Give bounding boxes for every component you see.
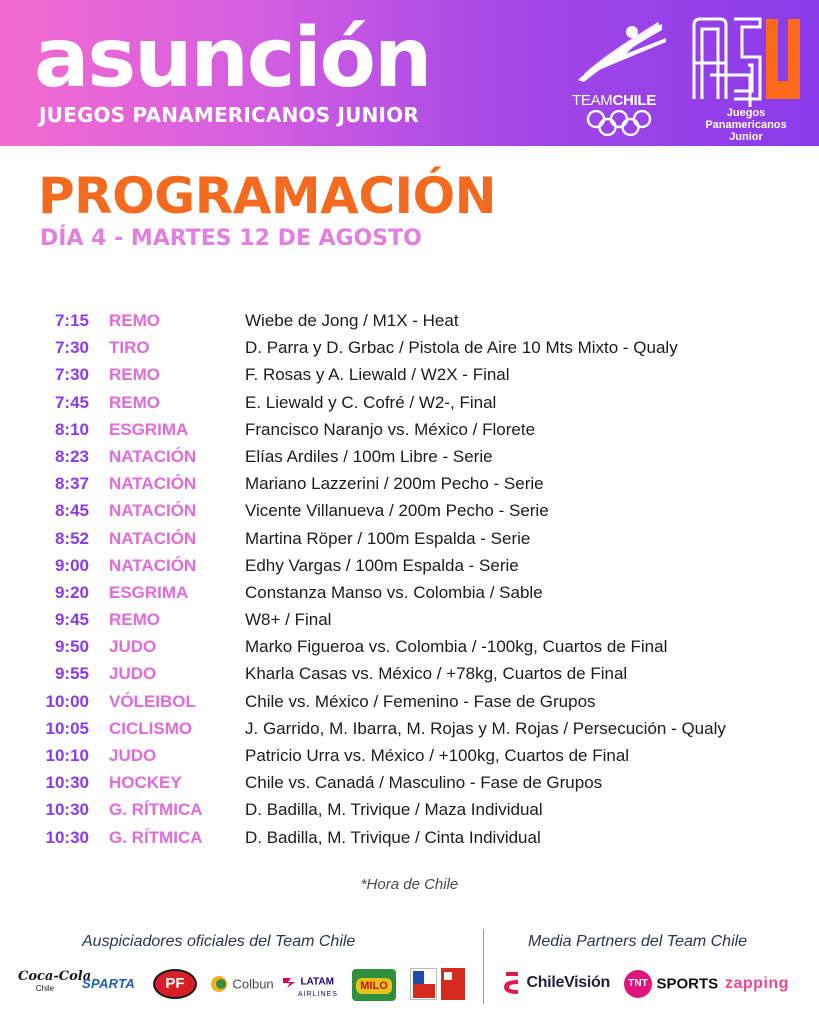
- schedule-time: 10:30: [45, 827, 89, 847]
- schedule-time: 9:50: [54, 637, 89, 657]
- schedule-sport: REMO: [109, 311, 160, 330]
- schedule-time: 7:30: [54, 338, 89, 358]
- team-chile-logo: [570, 18, 668, 130]
- media-partners-label: Media Partners del Team Chile: [528, 933, 748, 950]
- chilevision-mark-icon: [502, 970, 522, 996]
- schedule-row: [0, 579, 819, 606]
- sponsors-label: Auspiciadores oficiales del Team Chile: [82, 933, 356, 950]
- schedule-event: Martina Röper / 100m Espalda - Serie: [245, 528, 531, 548]
- schedule-sport: JUDO: [109, 664, 157, 684]
- page-title: PROGRAMACIÓN: [38, 167, 496, 225]
- timezone-note: *Hora de Chile: [360, 876, 459, 893]
- schedule-row: [0, 769, 819, 796]
- schedule-sport: REMO: [109, 610, 160, 630]
- schedule-list: [0, 307, 819, 851]
- schedule-event: Constanza Manso vs. Colombia / Sable: [245, 582, 543, 602]
- colbun-logo: Colbun: [210, 975, 274, 993]
- schedule-time: 7:15: [54, 311, 89, 330]
- schedule-time: 8:23: [54, 446, 89, 466]
- schedule-sport: G. RÍTMICA: [109, 800, 203, 820]
- schedule-event: Kharla Casas vs. México / +78kg, Cuartos de Final: [245, 664, 628, 684]
- schedule-time: 10:30: [45, 773, 89, 793]
- mindep-logo: [441, 968, 465, 1000]
- schedule-row: [0, 824, 819, 851]
- schedule-row: [0, 416, 819, 443]
- schedule-event: Vicente Villanueva / 200m Pecho - Serie: [245, 501, 549, 521]
- schedule-time: 10:00: [45, 691, 89, 711]
- schedule-row: [0, 470, 819, 497]
- schedule-event: J. Garrido, M. Ibarra, M. Rojas y M. Rojas / Persecución - Qualy: [245, 718, 726, 738]
- schedule-time: 10:10: [45, 746, 89, 765]
- team-chile-emblem-icon: [570, 18, 668, 90]
- schedule-time: 8:52: [54, 528, 89, 548]
- schedule-sport: NATACIÓN: [109, 501, 197, 521]
- sparta-logo: SPARTA: [82, 976, 136, 991]
- schedule-sport: VÓLEIBOL: [109, 691, 196, 711]
- schedule-sport: G. RÍTMICA: [109, 827, 203, 847]
- schedule-sport: ESGRIMA: [109, 582, 189, 602]
- brand-subtitle: JUEGOS PANAMERICANOS JUNIOR: [39, 103, 419, 127]
- tnt-sports-logo: TNT SPORTS: [624, 970, 718, 998]
- schedule-event: Mariano Lazzerini / 200m Pecho - Serie: [245, 474, 544, 494]
- asuncion-logo: asunción: [34, 11, 431, 106]
- schedule-sport: HOCKEY: [109, 773, 182, 793]
- schedule-event: Chile vs. México / Femenino - Fase de Grupos: [245, 691, 596, 711]
- chilevision-logo: ChileVisión: [502, 970, 610, 996]
- schedule-row: [0, 660, 819, 687]
- schedule-sport: REMO: [109, 392, 160, 412]
- schedule-row: [0, 633, 819, 660]
- schedule-row: [0, 497, 819, 524]
- schedule-sport: NATACIÓN: [109, 528, 197, 548]
- schedule-event: D. Parra y D. Grbac / Pistola de Aire 10 Mts Mixto - Qualy: [245, 338, 678, 358]
- schedule-event: F. Rosas y A. Liewald / W2X - Final: [245, 365, 510, 385]
- schedule-row: [0, 688, 819, 715]
- schedule-event: Edhy Vargas / 100m Espalda - Serie: [245, 555, 519, 575]
- schedule-row: [0, 361, 819, 388]
- page-subtitle: DÍA 4 - MARTES 12 DE AGOSTO: [40, 226, 422, 251]
- schedule-time: 8:45: [54, 501, 89, 521]
- pf-logo: PF: [153, 969, 197, 999]
- schedule-event: Marko Figueroa vs. Colombia / -100kg, Cuartos de Final: [245, 637, 668, 657]
- cocacola-logo: Coca-Cola Chile: [18, 969, 92, 993]
- schedule-row: [0, 715, 819, 742]
- schedule-time: 10:05: [45, 718, 89, 738]
- asu-2025-logo: [690, 15, 802, 143]
- schedule-event: W8+ / Final: [245, 610, 332, 630]
- schedule-row: [0, 742, 819, 769]
- schedule-sport: NATACIÓN: [109, 474, 197, 494]
- olympic-rings-icon: [584, 110, 654, 136]
- schedule-time: 10:30: [45, 800, 89, 820]
- header-banner: [0, 0, 819, 146]
- footer-divider: [483, 929, 484, 1004]
- schedule-time: 9:20: [54, 582, 89, 602]
- schedule-event: Chile vs. Canadá / Masculino - Fase de Grupos: [245, 773, 603, 793]
- team-chile-wordmark: TEAMCHILE: [572, 92, 656, 109]
- schedule-row: [0, 606, 819, 633]
- colbun-mark-icon: [210, 975, 228, 993]
- schedule-row: [0, 334, 819, 361]
- schedule-row: [0, 796, 819, 823]
- schedule-event: E. Liewald y C. Cofré / W2-, Final: [245, 392, 497, 412]
- schedule-time: 8:37: [54, 474, 89, 494]
- schedule-sport: CICLISMO: [109, 718, 193, 738]
- schedule-event: D. Badilla, M. Trivique / Maza Individual: [245, 800, 543, 820]
- schedule-event: Elías Ardiles / 100m Libre - Serie: [245, 446, 493, 466]
- schedule-row: [0, 443, 819, 470]
- schedule-row: [0, 525, 819, 552]
- schedule-sport: NATACIÓN: [109, 446, 197, 466]
- schedule-time: 9:45: [54, 610, 89, 630]
- schedule-time: 8:10: [54, 419, 89, 439]
- schedule-event: Patricio Urra vs. México / +100kg, Cuartos de Final: [245, 746, 630, 765]
- schedule-sport: REMO: [109, 365, 160, 385]
- schedule-time: 9:55: [54, 664, 89, 684]
- asu-logo-caption: Juegos Panamericanos Junior: [705, 107, 787, 143]
- asu-emblem-icon: [690, 15, 802, 107]
- schedule-event: Wiebe de Jong / M1X - Heat: [245, 311, 459, 330]
- schedule-sport: TIRO: [109, 338, 150, 358]
- schedule-sport: ESGRIMA: [109, 419, 189, 439]
- ind-chile-logo: [410, 968, 437, 1000]
- schedule-sport: JUDO: [109, 637, 157, 657]
- schedule-event: D. Badilla, M. Trivique / Cinta Individual: [245, 827, 541, 847]
- schedule-row: [0, 307, 819, 334]
- schedule-row: [0, 389, 819, 416]
- schedule-time: 9:00: [54, 555, 89, 575]
- latam-mark-icon: [282, 975, 296, 989]
- schedule-time: 7:30: [54, 365, 89, 385]
- zapping-logo: zapping: [725, 975, 789, 992]
- schedule-time: 7:45: [54, 392, 89, 412]
- schedule-sport: JUDO: [109, 746, 157, 765]
- milo-logo: MILO: [352, 969, 396, 1001]
- schedule-sport: NATACIÓN: [109, 555, 197, 575]
- schedule-row: [0, 552, 819, 579]
- schedule-event: Francisco Naranjo vs. México / Florete: [245, 419, 536, 439]
- latam-logo: LATAM AIRLINES: [282, 973, 338, 998]
